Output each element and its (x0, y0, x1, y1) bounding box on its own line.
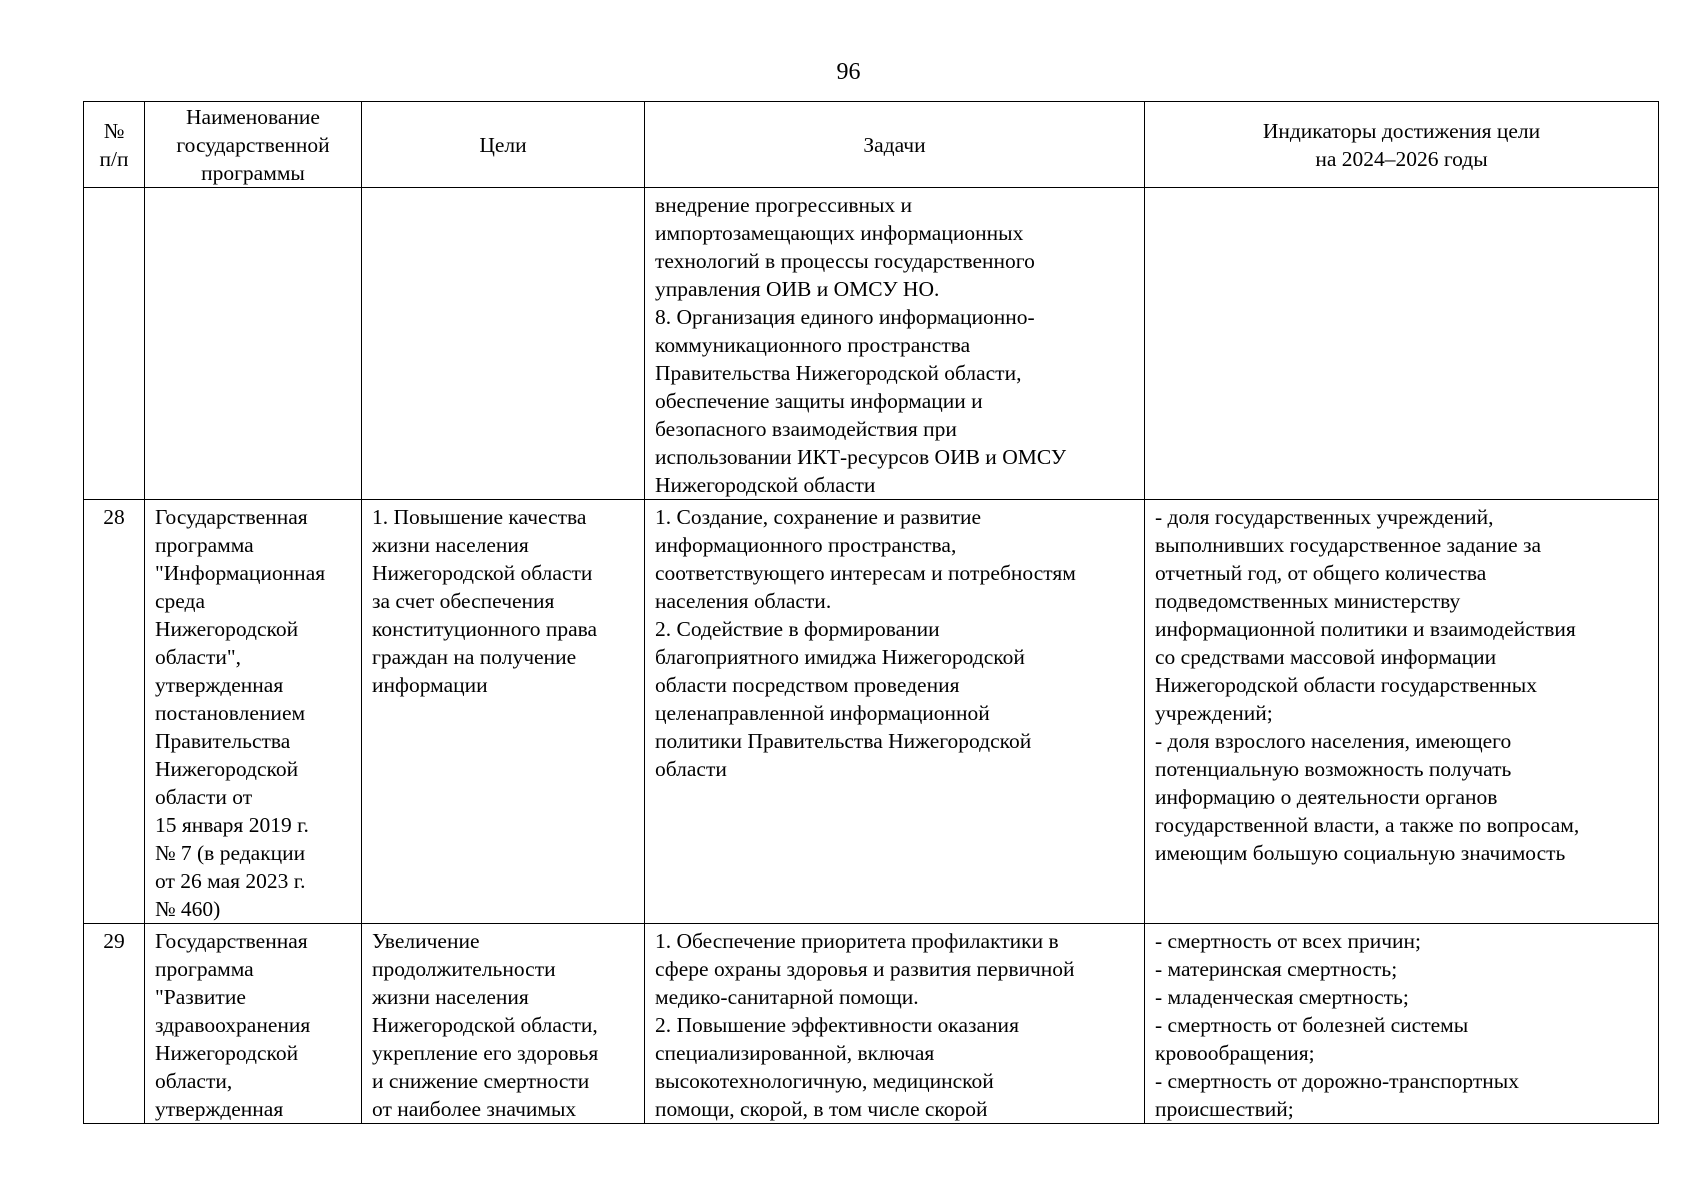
cell-text-line: подведомственных министерству (1155, 589, 1461, 613)
cell-text-line: информационного пространства, (655, 533, 957, 557)
cell-text-line: постановлением (155, 701, 306, 725)
cell-text-line: внедрение прогрессивных и (655, 193, 913, 217)
cell-text-line: высокотехнологичную, медицинской (655, 1069, 994, 1093)
cell-text-line: помощи, скорой, в том числе скорой (655, 1097, 988, 1121)
cell-text-line: политики Правительства Нижегородской (655, 729, 1032, 753)
cell-tasks (645, 188, 1145, 500)
cell-text-line: Государственная (155, 929, 308, 953)
cell-num: 28 (84, 500, 145, 924)
cell-text-line: потенциальную возможность получать (1155, 757, 1512, 781)
table-row (84, 924, 1659, 1124)
cell-text-line: жизни населения (372, 985, 529, 1009)
cell-indicators (1145, 924, 1659, 1124)
programs-table (83, 101, 1659, 1124)
cell-text-line: 1. Создание, сохранение и развитие (655, 505, 982, 529)
cell-text-line: происшествий; (1155, 1097, 1294, 1121)
cell-text-line: № 460) (155, 897, 221, 921)
cell-text-line: технологий в процессы государственного (655, 249, 1035, 273)
cell-text-line: утвержденная (155, 1097, 284, 1121)
page-number: 96 (836, 59, 861, 85)
cell-text-line: области от (155, 785, 253, 809)
cell-text-line: 8. Организация единого информационно- (655, 305, 1035, 329)
cell-text-line: 2. Содействие в формировании (655, 617, 940, 641)
header-goals: Цели (362, 102, 645, 188)
cell-text-line: - доля взрослого населения, имеющего (1155, 729, 1512, 753)
header-tasks: Задачи (645, 102, 1145, 188)
cell-text-line: жизни населения (372, 533, 529, 557)
cell-text-line: № 7 (в редакции (155, 841, 306, 865)
cell-text-line: - смертность от дорожно-транспортных (1155, 1069, 1519, 1093)
cell-indicators (1145, 500, 1659, 924)
cell-text-line: благоприятного имиджа Нижегородской (655, 645, 1025, 669)
cell-text-line: 15 января 2019 г. (155, 813, 309, 837)
cell-text-line: Нижегородской области, (372, 1013, 598, 1037)
cell-text-line: от 26 мая 2023 г. (155, 869, 306, 893)
cell-text-line: "Информационная (155, 561, 326, 585)
cell-text-line: за счет обеспечения (372, 589, 555, 613)
cell-text-line: безопасного взаимодействия при (655, 417, 957, 441)
cell-text-line: области", (155, 645, 242, 669)
cell-text-line: утвержденная (155, 673, 284, 697)
table-row (84, 500, 1659, 924)
cell-text-line: и снижение смертности (372, 1069, 590, 1093)
cell-num: 29 (84, 924, 145, 1124)
header-num: № п/п (84, 102, 145, 188)
cell-text-line: Нижегородской (155, 1041, 299, 1065)
cell-text-line: - смертность от болезней системы (1155, 1013, 1469, 1037)
cell-text-line: государственной власти, а также по вопросам, (1155, 813, 1580, 837)
cell-text-line: - смертность от всех причин; (1155, 929, 1422, 953)
header-program-name: Наименование государственной программы (145, 102, 362, 188)
cell-text-line: граждан на получение (372, 645, 577, 669)
cell-goals (362, 924, 645, 1124)
cell-text-line: области посредством проведения (655, 673, 960, 697)
cell-text-line: Правительства Нижегородской области, (655, 361, 1022, 385)
cell-text-line: имеющим большую социальную значимость (1155, 841, 1566, 865)
cell-text-line: - доля государственных учреждений, (1155, 505, 1494, 529)
header-indicators: Индикаторы достижения цели на 2024–2026 годы (1145, 102, 1659, 188)
cell-text-line: целенаправленной информационной (655, 701, 990, 725)
table-body (84, 188, 1659, 1124)
cell-text-line: области (655, 757, 727, 781)
cell-goals (362, 500, 645, 924)
cell-text-line: коммуникационного пространства (655, 333, 971, 357)
cell-text-line: 2. Повышение эффективности оказания (655, 1013, 1019, 1037)
cell-text-line: 1. Обеспечение приоритета профилактики в (655, 929, 1059, 953)
cell-tasks (645, 924, 1145, 1124)
cell-text-line: соответствующего интересам и потребностям (655, 561, 1076, 585)
cell-program-name (145, 188, 362, 500)
cell-text-line: - материнская смертность; (1155, 957, 1398, 981)
cell-text-line: управления ОИВ и ОМСУ НО. (655, 277, 940, 301)
cell-text-line: конституционного права (372, 617, 598, 641)
cell-text-line: Нижегородской (155, 757, 299, 781)
cell-program-name (145, 500, 362, 924)
cell-text-line: информации (372, 673, 488, 697)
cell-text-line: информационной политики и взаимодействия (1155, 617, 1576, 641)
cell-text-line: отчетный год, от общего количества (1155, 561, 1487, 585)
cell-program-name (145, 924, 362, 1124)
cell-text-line: программа (155, 957, 254, 981)
cell-text-line: Увеличение (372, 929, 480, 953)
cell-text-line: среда (155, 589, 206, 613)
cell-goals (362, 188, 645, 500)
cell-text-line: сфере охраны здоровья и развития первичной (655, 957, 1075, 981)
cell-text-line: укрепление его здоровья (372, 1041, 599, 1065)
cell-num (84, 188, 145, 500)
cell-text-line: обеспечение защиты информации и (655, 389, 983, 413)
cell-text-line: импортозамещающих информационных (655, 221, 1024, 245)
cell-text-line: учреждений; (1155, 701, 1273, 725)
cell-text-line: Правительства (155, 729, 291, 753)
cell-text-line: - младенческая смертность; (1155, 985, 1409, 1009)
cell-text-line: "Развитие (155, 985, 246, 1009)
cell-text-line: медико-санитарной помощи. (655, 985, 919, 1009)
cell-text-line: здравоохранения (155, 1013, 311, 1037)
cell-text-line: Нижегородской области государственных (1155, 673, 1537, 697)
cell-text-line: информацию о деятельности органов (1155, 785, 1498, 809)
cell-text-line: 1. Повышение качества (372, 505, 587, 529)
cell-text-line: Нижегородской области (655, 473, 876, 497)
cell-text-line: области, (155, 1069, 233, 1093)
cell-text-line: кровообращения; (1155, 1041, 1315, 1065)
cell-tasks (645, 500, 1145, 924)
cell-text-line: выполнивших государственное задание за (1155, 533, 1542, 557)
cell-text-line: специализированной, включая (655, 1041, 935, 1065)
cell-text-line: использовании ИКТ-ресурсов ОИВ и ОМСУ (655, 445, 1067, 469)
table-row (84, 188, 1659, 500)
table-header (84, 102, 1659, 188)
cell-text-line: продолжительности (372, 957, 556, 981)
cell-indicators (1145, 188, 1659, 500)
cell-text-line: Нижегородской области (372, 561, 593, 585)
cell-text-line: Нижегородской (155, 617, 299, 641)
cell-text-line: программа (155, 533, 254, 557)
cell-text-line: от наиболее значимых (372, 1097, 577, 1121)
cell-text-line: Государственная (155, 505, 308, 529)
cell-text-line: населения области. (655, 589, 832, 613)
cell-text-line: со средствами массовой информации (1155, 645, 1497, 669)
